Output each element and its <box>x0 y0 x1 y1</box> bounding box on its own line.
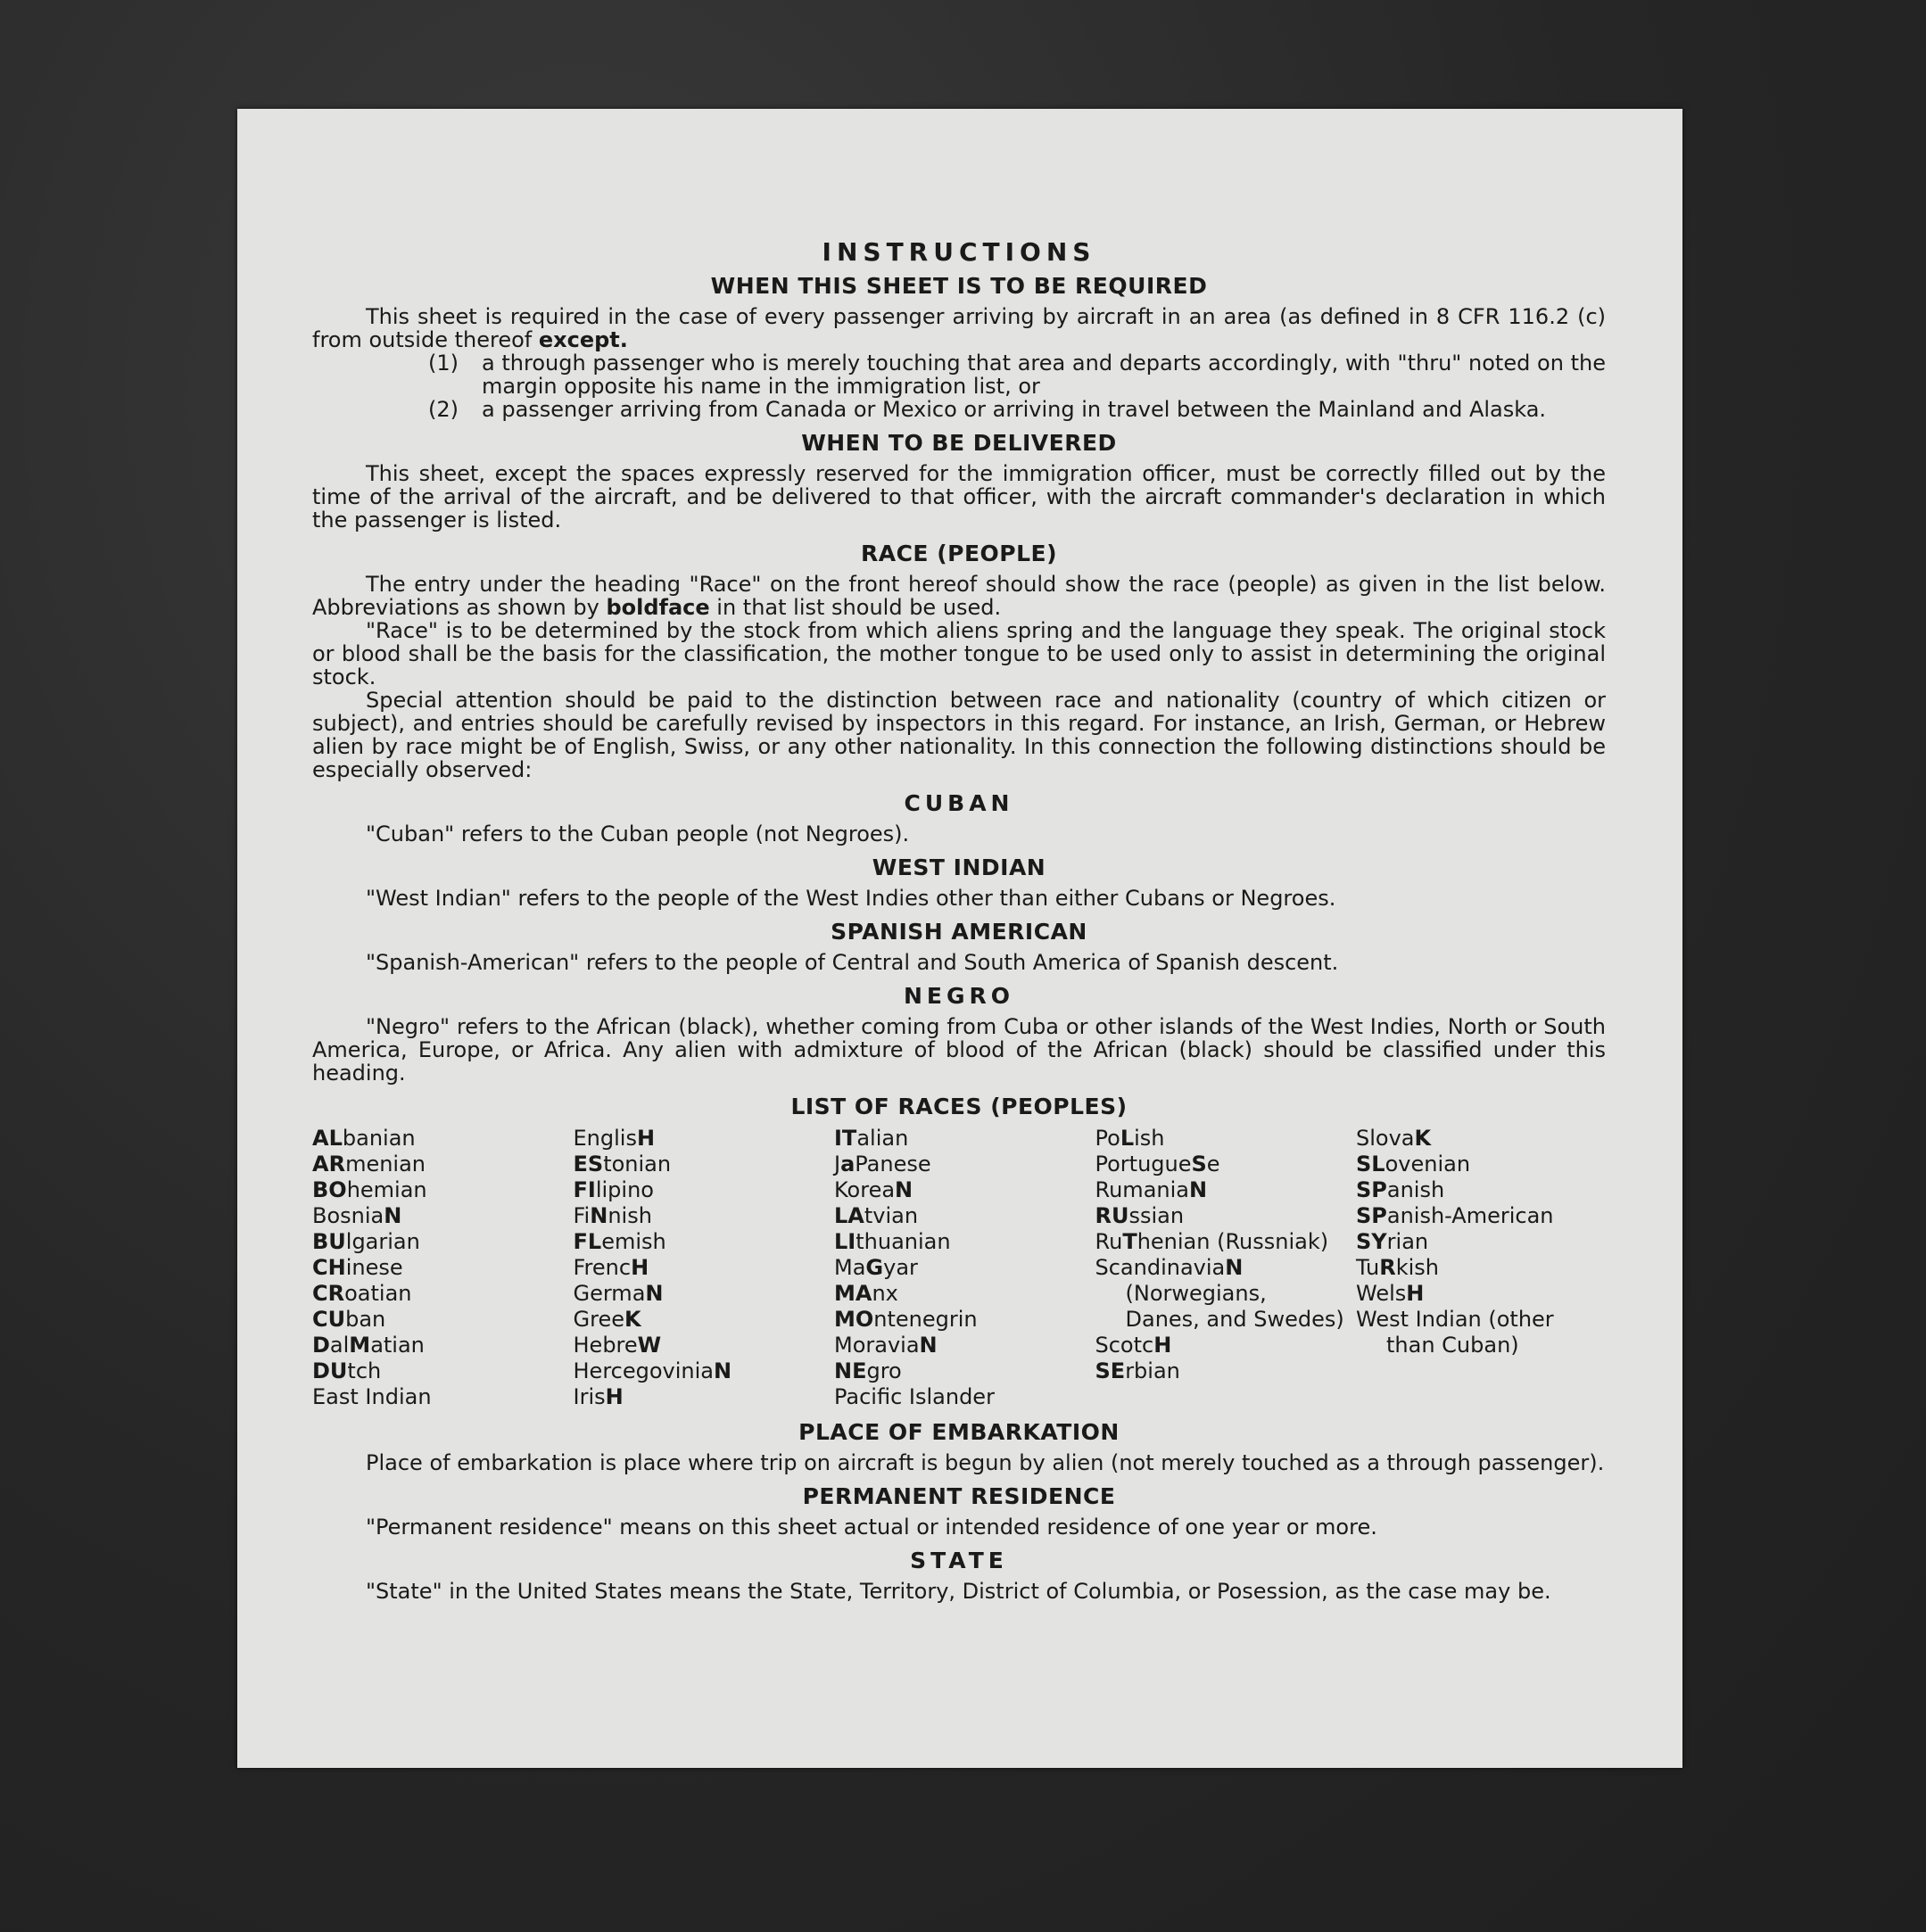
heading-list-of-races: LIST OF RACES (PEOPLES) <box>790 1094 1128 1119</box>
heading-state: STATE <box>910 1548 1008 1573</box>
race-text: Portugue <box>1095 1152 1192 1177</box>
race-entry <box>312 1152 562 1177</box>
heading-permanent-residence: PERMANENT RESIDENCE <box>802 1483 1116 1509</box>
race-abbrev: IT <box>834 1126 857 1151</box>
race-abbrev: L <box>1120 1126 1135 1151</box>
race-abbrev: ES <box>573 1152 604 1177</box>
race-entry <box>1095 1333 1345 1358</box>
race-abbrev: N <box>919 1333 938 1358</box>
exception-2 <box>428 398 1606 421</box>
delivered-paragraph: This sheet, except the spaces expressly reserved for the immigration officer, must be correctly filled out by the time of the arrival of the aircraft, and be delivered to that officer, with the aircraft commander's declaration in which the passenger is listed. <box>312 461 1606 533</box>
heading-race: RACE (PEOPLE) <box>860 541 1058 566</box>
race-text: nish <box>608 1203 652 1228</box>
race-text: East Indian <box>312 1384 432 1409</box>
race-entry <box>312 1229 562 1255</box>
race-abbrev: T <box>1122 1229 1137 1254</box>
race-text: ish <box>1134 1126 1165 1151</box>
race-entry <box>1356 1152 1606 1177</box>
race-p1-bold: boldface <box>606 595 710 620</box>
race-entry <box>574 1384 823 1410</box>
race-entry <box>574 1281 823 1307</box>
race-abbrev: AR <box>312 1152 346 1177</box>
race-abbrev: DU <box>312 1358 348 1383</box>
race-abbrev: RU <box>1095 1203 1129 1228</box>
race-text: atian <box>370 1333 425 1358</box>
race-text: Po <box>1095 1126 1120 1151</box>
race-abbrev: SL <box>1356 1152 1385 1177</box>
race-entry <box>312 1203 562 1229</box>
exception-1 <box>428 351 1606 398</box>
race-entry <box>312 1333 562 1358</box>
heading-cuban: CUBAN <box>904 790 1014 816</box>
required-paragraph <box>312 305 1606 351</box>
race-text: lipino <box>595 1177 654 1202</box>
race-text: Germa <box>573 1281 646 1306</box>
race-p1-after: in that list should be used. <box>709 595 1002 620</box>
race-entry <box>834 1384 1084 1410</box>
race-entry <box>834 1177 1084 1203</box>
race-abbrev: W <box>637 1333 662 1358</box>
race-entry <box>1356 1203 1606 1229</box>
race-text: rbian <box>1125 1358 1180 1383</box>
race-abbrev: N <box>1188 1177 1208 1202</box>
embarkation-paragraph: Place of embarkation is place where trip on aircraft is begun by alien (not merely touched as a through passenger). <box>366 1450 1605 1475</box>
required-bold: except. <box>538 327 628 352</box>
race-list <box>312 1126 1606 1410</box>
race-text: emish <box>601 1229 666 1254</box>
race-entry <box>1095 1255 1345 1333</box>
race-entry <box>1356 1255 1606 1281</box>
race-abbrev: N <box>645 1281 664 1306</box>
race-abbrev: CU <box>312 1307 346 1332</box>
race-abbrev: FI <box>573 1177 596 1202</box>
race-abbrev: NE <box>834 1358 867 1383</box>
exception-1-text: a through passenger who is merely touching that area and departs accordingly, with "thru" noted on the margin opposite his name in the immigration list, or <box>482 351 1606 399</box>
race-text: Pacific Islander <box>834 1384 995 1409</box>
sheet-content <box>312 237 1606 1604</box>
race-entry <box>1356 1126 1606 1152</box>
race-abbrev: N <box>714 1358 732 1383</box>
race-abbrev: H <box>1406 1281 1425 1306</box>
state-paragraph: "State" in the United States means the State, Territory, District of Columbia, or Posession, as the case may be. <box>366 1579 1551 1604</box>
race-text: tvian <box>864 1203 919 1228</box>
race-text: lgarian <box>345 1229 420 1254</box>
instruction-sheet <box>237 109 1682 1768</box>
negro-paragraph: "Negro" refers to the African (black), whether coming from Cuba or other islands of the West Indies, North or South America, Europe, or Africa. Any alien with admixture of blood of the African (black) should be classified under this heading. <box>312 1014 1606 1086</box>
race-abbrev: N <box>384 1203 402 1228</box>
race-entry <box>834 1358 1084 1384</box>
race-abbrev: R <box>1379 1255 1396 1280</box>
race-entry <box>1095 1229 1345 1255</box>
race-abbrev: H <box>605 1384 624 1409</box>
race-text: Frenc <box>573 1255 632 1280</box>
race-abbrev: AL <box>312 1126 343 1151</box>
race-text: Scandinavia <box>1095 1255 1226 1280</box>
race-text: Hebre <box>573 1333 638 1358</box>
race-text: henian (Russniak) <box>1137 1229 1329 1254</box>
spanish-american-paragraph: "Spanish-American" refers to the people of Central and South America of Spanish descent. <box>366 950 1339 975</box>
race-text: Iris <box>573 1384 606 1409</box>
race-text: inese <box>345 1255 403 1280</box>
race-abbrev: H <box>636 1126 656 1151</box>
race-abbrev: H <box>1153 1333 1172 1358</box>
heading-embarkation: PLACE OF EMBARKATION <box>798 1419 1120 1445</box>
race-entry <box>312 1255 562 1281</box>
race-text: yar <box>883 1255 918 1280</box>
race-text: Englis <box>573 1126 637 1151</box>
race-text: ban <box>345 1307 386 1332</box>
race-p1-text: The entry under the heading "Race" on the front hereof should show the race (people) as given in the list below. Abbreviations as shown by <box>312 572 1606 620</box>
race-entry <box>574 1126 823 1152</box>
race-abbrev: SE <box>1095 1358 1126 1383</box>
exception-2-text: a passenger arriving from Canada or Mexico or arriving in travel between the Mainland and Alaska. <box>482 397 1547 422</box>
race-abbrev: N <box>895 1177 913 1202</box>
race-entry <box>574 1152 823 1177</box>
race-text: (Norwegians, Danes, and Swedes) <box>1125 1281 1344 1332</box>
race-abbrev: G <box>865 1255 884 1280</box>
race-entry <box>574 1333 823 1358</box>
race-text: Scotc <box>1095 1333 1154 1358</box>
race-abbrev: MA <box>834 1281 872 1306</box>
race-entry <box>574 1307 823 1333</box>
race-text: e <box>1206 1152 1220 1177</box>
race-text: alian <box>856 1126 909 1151</box>
race-entry <box>1095 1177 1345 1203</box>
race-column-2 <box>574 1126 823 1410</box>
race-text: banian <box>342 1126 416 1151</box>
race-entry <box>312 1307 562 1333</box>
heading-west-indian: WEST INDIAN <box>872 855 1046 880</box>
race-abbrev: M <box>349 1333 371 1358</box>
heading-delivered: WHEN TO BE DELIVERED <box>801 430 1117 456</box>
race-entry <box>574 1177 823 1203</box>
race-entry <box>834 1333 1084 1358</box>
race-entry <box>574 1255 823 1281</box>
west-indian-paragraph: "West Indian" refers to the people of the West Indies other than either Cubans or Negroes. <box>366 886 1336 911</box>
race-abbrev: BU <box>312 1229 346 1254</box>
race-abbrev: SP <box>1356 1177 1387 1202</box>
race-abbrev: K <box>1414 1126 1432 1151</box>
race-entry <box>834 1229 1084 1255</box>
race-text: anish-American <box>1386 1203 1554 1228</box>
race-entry <box>1095 1126 1345 1152</box>
race-text: Hercegovinia <box>573 1358 714 1383</box>
race-paragraph-2: "Race" is to be determined by the stock from which aliens spring and the language they speak. The original stock or blood shall be the basis for the classification, the mother tongue to be used only to assist in determining the original stock. <box>312 618 1606 689</box>
heading-required: WHEN THIS SHEET IS TO BE REQUIRED <box>710 273 1208 299</box>
race-abbrev: MO <box>834 1307 874 1332</box>
race-entry <box>1356 1229 1606 1255</box>
race-entry <box>1356 1177 1606 1203</box>
heading-spanish-american: SPANISH AMERICAN <box>831 919 1087 945</box>
race-entry <box>312 1177 562 1203</box>
race-text: Korea <box>834 1177 896 1202</box>
race-text: Slova <box>1356 1126 1415 1151</box>
race-text: ssian <box>1128 1203 1185 1228</box>
race-text: ntenegrin <box>873 1307 978 1332</box>
race-abbrev: D <box>312 1333 330 1358</box>
cuban-paragraph: "Cuban" refers to the Cuban people (not Negroes). <box>366 822 910 846</box>
race-abbrev: K <box>624 1307 641 1332</box>
race-abbrev: a <box>840 1152 856 1177</box>
race-text: thuanian <box>856 1229 951 1254</box>
race-text: gro <box>866 1358 902 1383</box>
race-column-1 <box>312 1126 562 1410</box>
race-abbrev: S <box>1191 1152 1207 1177</box>
page-title: INSTRUCTIONS <box>822 237 1096 267</box>
race-abbrev: LI <box>834 1229 856 1254</box>
race-abbrev: LA <box>834 1203 864 1228</box>
race-entry <box>834 1281 1084 1307</box>
race-entry <box>312 1384 562 1410</box>
race-abbrev: CH <box>312 1255 346 1280</box>
residence-paragraph: "Permanent residence" means on this sheet actual or intended residence of one year or more. <box>366 1515 1377 1540</box>
race-text: Moravia <box>834 1333 920 1358</box>
race-text: nx <box>872 1281 898 1306</box>
race-abbrev: N <box>590 1203 608 1228</box>
race-entry <box>574 1358 823 1384</box>
race-entry <box>1356 1307 1606 1358</box>
race-text: menian <box>345 1152 426 1177</box>
race-entry <box>834 1126 1084 1152</box>
race-text: Bosnia <box>312 1203 384 1228</box>
race-entry <box>834 1307 1084 1333</box>
race-text: kish <box>1395 1255 1439 1280</box>
race-entry <box>1095 1358 1345 1384</box>
race-entry <box>834 1152 1084 1177</box>
race-text: Tu <box>1356 1255 1380 1280</box>
race-entry <box>574 1229 823 1255</box>
race-paragraph-3: Special attention should be paid to the distinction between race and nationality (country of which citizen or subject), and entries should be carefully revised by inspectors in this regard. For instance, an Irish, German, or Hebrew alien by race might be of English, Swiss, or any other nationality. In this connection the following distinctions should be especially observed: <box>312 688 1606 782</box>
race-text: oatian <box>344 1281 412 1306</box>
race-text: rian <box>1386 1229 1429 1254</box>
race-abbrev: CR <box>312 1281 345 1306</box>
race-text: Panese <box>855 1152 931 1177</box>
race-column-4 <box>1095 1126 1345 1410</box>
race-text: West Indian (other than Cuban) <box>1356 1307 1554 1358</box>
race-abbrev: FL <box>573 1229 602 1254</box>
race-abbrev: N <box>1225 1255 1244 1280</box>
race-entry <box>574 1203 823 1229</box>
exception-2-num: (2) <box>428 397 459 422</box>
race-entry <box>834 1203 1084 1229</box>
race-entry <box>1095 1152 1345 1177</box>
race-column-3 <box>834 1126 1084 1410</box>
race-text: al <box>329 1333 350 1358</box>
race-text: Ru <box>1095 1229 1123 1254</box>
required-text: This sheet is required in the case of every passenger arriving by aircraft in an area (as defined in 8 CFR 116.2 (c) from outside thereof <box>312 304 1606 352</box>
race-text: anish <box>1386 1177 1445 1202</box>
race-text: tonian <box>603 1152 672 1177</box>
race-entry <box>312 1126 562 1152</box>
race-entry <box>1095 1203 1345 1229</box>
race-text: Ma <box>834 1255 866 1280</box>
race-text: Gree <box>573 1307 624 1332</box>
heading-negro: NEGRO <box>903 983 1015 1009</box>
exception-1-num: (1) <box>428 351 459 376</box>
race-abbrev: H <box>631 1255 649 1280</box>
race-text: J <box>834 1152 841 1177</box>
race-abbrev: SP <box>1356 1203 1387 1228</box>
race-text: Wels <box>1356 1281 1407 1306</box>
race-paragraph-1 <box>312 573 1606 619</box>
race-text: hemian <box>346 1177 427 1202</box>
race-text: ovenian <box>1385 1152 1471 1177</box>
race-text: Fi <box>573 1203 591 1228</box>
race-entry <box>834 1255 1084 1281</box>
race-abbrev: BO <box>312 1177 347 1202</box>
race-entry <box>312 1281 562 1307</box>
race-column-5 <box>1356 1126 1606 1410</box>
race-text: Rumania <box>1095 1177 1189 1202</box>
race-text: tch <box>347 1358 382 1383</box>
race-abbrev: SY <box>1356 1229 1387 1254</box>
race-entry <box>1356 1281 1606 1307</box>
race-entry <box>312 1358 562 1384</box>
